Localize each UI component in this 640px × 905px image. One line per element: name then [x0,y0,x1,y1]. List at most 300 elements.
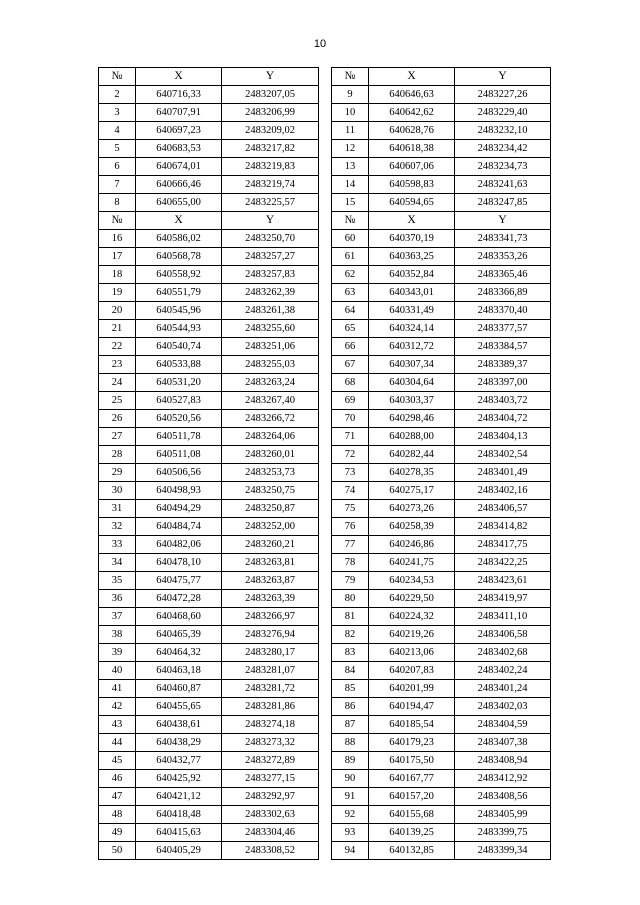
x-coordinate-cell: 640438,61 [136,716,222,734]
point-number-cell: 27 [99,428,136,446]
table-row [99,734,319,752]
point-number-cell: 4 [99,122,136,140]
point-number-cell: 89 [332,752,369,770]
table-row [99,230,319,248]
point-number-cell: 85 [332,680,369,698]
table-row [99,392,319,410]
y-coordinate-cell: 2483423,61 [455,572,551,590]
y-coordinate-cell: 2483263,81 [222,554,319,572]
x-coordinate-cell: 640551,79 [136,284,222,302]
table-row [332,158,551,176]
table-row [99,716,319,734]
x-coordinate-cell: 640683,53 [136,140,222,158]
x-coordinate-cell: 640618,38 [369,140,455,158]
y-coordinate-cell: 2483232,10 [455,122,551,140]
point-number-cell: 42 [99,698,136,716]
table-row [332,698,551,716]
point-number-cell: 9 [332,86,369,104]
y-coordinate-cell: 2483403,72 [455,392,551,410]
y-coordinate-cell: 2483404,13 [455,428,551,446]
x-coordinate-cell: 640607,06 [369,158,455,176]
table-row [332,536,551,554]
x-coordinate-cell: 640432,77 [136,752,222,770]
y-coordinate-cell: 2483353,26 [455,248,551,266]
x-coordinate-cell: 640194,47 [369,698,455,716]
column-header: Y [222,68,319,86]
x-coordinate-cell: 640288,00 [369,428,455,446]
point-number-cell: 77 [332,536,369,554]
point-number-cell: 50 [99,842,136,860]
y-coordinate-cell: 2483402,16 [455,482,551,500]
table-row [332,824,551,842]
y-coordinate-cell: 2483399,75 [455,824,551,842]
x-coordinate-cell: 640418,48 [136,806,222,824]
y-coordinate-cell: 2483247,85 [455,194,551,212]
table-row [99,86,319,104]
x-coordinate-cell: 640460,87 [136,680,222,698]
x-coordinate-cell: 640234,53 [369,572,455,590]
x-coordinate-cell: 640363,25 [369,248,455,266]
x-coordinate-cell: 640312,72 [369,338,455,356]
y-coordinate-cell: 2483407,38 [455,734,551,752]
y-coordinate-cell: 2483266,72 [222,410,319,428]
y-coordinate-cell: 2483281,07 [222,662,319,680]
x-coordinate-cell: 640666,46 [136,176,222,194]
x-coordinate-cell: 640324,14 [369,320,455,338]
point-number-cell: 45 [99,752,136,770]
table-row [332,356,551,374]
point-number-cell: 40 [99,662,136,680]
table-row [332,644,551,662]
point-number-cell: 41 [99,680,136,698]
table-row [332,446,551,464]
column-header: Y [455,68,551,86]
point-number-cell: 62 [332,266,369,284]
x-coordinate-cell: 640185,54 [369,716,455,734]
table-row [332,122,551,140]
y-coordinate-cell: 2483397,00 [455,374,551,392]
point-number-cell: 68 [332,374,369,392]
point-number-cell: 79 [332,572,369,590]
table-row [332,806,551,824]
x-coordinate-cell: 640498,93 [136,482,222,500]
x-coordinate-cell: 640674,01 [136,158,222,176]
x-coordinate-cell: 640201,99 [369,680,455,698]
table-row [99,644,319,662]
table-row [332,338,551,356]
point-number-cell: 71 [332,428,369,446]
x-coordinate-cell: 640273,26 [369,500,455,518]
point-number-cell: 93 [332,824,369,842]
y-coordinate-cell: 2483281,86 [222,698,319,716]
x-coordinate-cell: 640343,01 [369,284,455,302]
table-row [332,770,551,788]
y-coordinate-cell: 2483241,63 [455,176,551,194]
point-number-cell: 73 [332,464,369,482]
table-row [99,500,319,518]
point-number-cell: 72 [332,446,369,464]
table-row [99,428,319,446]
table-row [99,266,319,284]
column-header: № [332,212,369,230]
point-number-cell: 5 [99,140,136,158]
table-row [332,230,551,248]
table-row [99,680,319,698]
y-coordinate-cell: 2483384,57 [455,338,551,356]
x-coordinate-cell: 640167,77 [369,770,455,788]
point-number-cell: 30 [99,482,136,500]
point-number-cell: 49 [99,824,136,842]
y-coordinate-cell: 2483263,24 [222,374,319,392]
x-coordinate-cell: 640352,84 [369,266,455,284]
point-number-cell: 65 [332,320,369,338]
table-row [99,302,319,320]
y-coordinate-cell: 2483267,40 [222,392,319,410]
x-coordinate-cell: 640213,06 [369,644,455,662]
point-number-cell: 80 [332,590,369,608]
table-row [99,590,319,608]
point-number-cell: 26 [99,410,136,428]
column-header: X [369,212,455,230]
table-row [99,140,319,158]
table-row [99,788,319,806]
x-coordinate-cell: 640545,96 [136,302,222,320]
x-coordinate-cell: 640304,64 [369,374,455,392]
point-number-cell: 47 [99,788,136,806]
x-coordinate-cell: 640697,23 [136,122,222,140]
y-coordinate-cell: 2483389,37 [455,356,551,374]
table-row [99,482,319,500]
point-number-cell: 87 [332,716,369,734]
x-coordinate-cell: 640511,08 [136,446,222,464]
y-coordinate-cell: 2483274,18 [222,716,319,734]
table-row [99,410,319,428]
point-number-cell: 13 [332,158,369,176]
x-coordinate-cell: 640646,63 [369,86,455,104]
x-coordinate-cell: 640463,18 [136,662,222,680]
x-coordinate-cell: 640511,78 [136,428,222,446]
x-coordinate-cell: 640484,74 [136,518,222,536]
table-row [99,122,319,140]
y-coordinate-cell: 2483229,40 [455,104,551,122]
y-coordinate-cell: 2483263,87 [222,572,319,590]
x-coordinate-cell: 640421,12 [136,788,222,806]
y-coordinate-cell: 2483308,52 [222,842,319,860]
y-coordinate-cell: 2483366,89 [455,284,551,302]
point-number-cell: 88 [332,734,369,752]
table-row [99,806,319,824]
column-header: X [136,212,222,230]
column-header: X [136,68,222,86]
point-number-cell: 83 [332,644,369,662]
table-row [99,320,319,338]
point-number-cell: 20 [99,302,136,320]
point-number-cell: 25 [99,392,136,410]
x-coordinate-cell: 640298,46 [369,410,455,428]
point-number-cell: 23 [99,356,136,374]
x-coordinate-cell: 640455,65 [136,698,222,716]
table-row [99,536,319,554]
table-row [99,104,319,122]
x-coordinate-cell: 640655,00 [136,194,222,212]
table-row [99,374,319,392]
y-coordinate-cell: 2483377,57 [455,320,551,338]
point-number-cell: 75 [332,500,369,518]
point-number-cell: 28 [99,446,136,464]
table-row [332,680,551,698]
table-header-row [332,212,551,230]
y-coordinate-cell: 2483262,39 [222,284,319,302]
point-number-cell: 63 [332,284,369,302]
column-header: № [99,212,136,230]
y-coordinate-cell: 2483292,97 [222,788,319,806]
table-row [332,788,551,806]
point-number-cell: 31 [99,500,136,518]
y-coordinate-cell: 2483253,73 [222,464,319,482]
table-row [99,770,319,788]
y-coordinate-cell: 2483251,06 [222,338,319,356]
x-coordinate-cell: 640472,28 [136,590,222,608]
y-coordinate-cell: 2483234,73 [455,158,551,176]
point-number-cell: 11 [332,122,369,140]
point-number-cell: 46 [99,770,136,788]
point-number-cell: 8 [99,194,136,212]
y-coordinate-cell: 2483257,27 [222,248,319,266]
page-number: 10 [313,38,327,50]
point-number-cell: 44 [99,734,136,752]
y-coordinate-cell: 2483408,94 [455,752,551,770]
table-row [99,842,319,860]
point-number-cell: 94 [332,842,369,860]
table-row [99,158,319,176]
x-coordinate-cell: 640157,20 [369,788,455,806]
table-row [99,446,319,464]
point-number-cell: 67 [332,356,369,374]
table-row [332,320,551,338]
y-coordinate-cell: 2483404,59 [455,716,551,734]
y-coordinate-cell: 2483412,92 [455,770,551,788]
x-coordinate-cell: 640207,83 [369,662,455,680]
y-coordinate-cell: 2483419,97 [455,590,551,608]
x-coordinate-cell: 640405,29 [136,842,222,860]
x-coordinate-cell: 640132,85 [369,842,455,860]
x-coordinate-cell: 640642,62 [369,104,455,122]
point-number-cell: 2 [99,86,136,104]
table-row [332,374,551,392]
x-coordinate-cell: 640179,23 [369,734,455,752]
y-coordinate-cell: 2483402,68 [455,644,551,662]
y-coordinate-cell: 2483406,58 [455,626,551,644]
table-row [332,590,551,608]
point-number-cell: 33 [99,536,136,554]
table-row [332,302,551,320]
table-header-row [99,212,319,230]
y-coordinate-cell: 2483255,03 [222,356,319,374]
x-coordinate-cell: 640282,44 [369,446,455,464]
y-coordinate-cell: 2483402,24 [455,662,551,680]
x-coordinate-cell: 640425,92 [136,770,222,788]
table-row [332,428,551,446]
x-coordinate-cell: 640464,32 [136,644,222,662]
y-coordinate-cell: 2483408,56 [455,788,551,806]
point-number-cell: 91 [332,788,369,806]
point-number-cell: 78 [332,554,369,572]
table-row [332,842,551,860]
x-coordinate-cell: 640224,32 [369,608,455,626]
table-row [99,608,319,626]
table-row [332,572,551,590]
x-coordinate-cell: 640540,74 [136,338,222,356]
x-coordinate-cell: 640628,76 [369,122,455,140]
x-coordinate-cell: 640303,37 [369,392,455,410]
table-row [332,464,551,482]
x-coordinate-cell: 640468,60 [136,608,222,626]
y-coordinate-cell: 2483263,39 [222,590,319,608]
point-number-cell: 16 [99,230,136,248]
x-coordinate-cell: 640482,06 [136,536,222,554]
y-coordinate-cell: 2483272,89 [222,752,319,770]
y-coordinate-cell: 2483406,57 [455,500,551,518]
table-row [332,140,551,158]
table-row [99,356,319,374]
x-coordinate-cell: 640544,93 [136,320,222,338]
x-coordinate-cell: 640370,19 [369,230,455,248]
x-coordinate-cell: 640229,50 [369,590,455,608]
table-row [332,266,551,284]
point-number-cell: 34 [99,554,136,572]
y-coordinate-cell: 2483402,54 [455,446,551,464]
y-coordinate-cell: 2483273,32 [222,734,319,752]
point-number-cell: 92 [332,806,369,824]
point-number-cell: 32 [99,518,136,536]
table-row [332,86,551,104]
y-coordinate-cell: 2483276,94 [222,626,319,644]
point-number-cell: 74 [332,482,369,500]
y-coordinate-cell: 2483264,06 [222,428,319,446]
point-number-cell: 43 [99,716,136,734]
x-coordinate-cell: 640475,77 [136,572,222,590]
point-number-cell: 10 [332,104,369,122]
table-row [332,518,551,536]
x-coordinate-cell: 640465,39 [136,626,222,644]
y-coordinate-cell: 2483255,60 [222,320,319,338]
x-coordinate-cell: 640533,88 [136,356,222,374]
point-number-cell: 18 [99,266,136,284]
x-coordinate-cell: 640278,35 [369,464,455,482]
x-coordinate-cell: 640598,83 [369,176,455,194]
x-coordinate-cell: 640520,56 [136,410,222,428]
table-row [332,392,551,410]
point-number-cell: 39 [99,644,136,662]
x-coordinate-cell: 640246,86 [369,536,455,554]
y-coordinate-cell: 2483227,26 [455,86,551,104]
x-coordinate-cell: 640494,29 [136,500,222,518]
table-row [332,482,551,500]
y-coordinate-cell: 2483304,46 [222,824,319,842]
point-number-cell: 19 [99,284,136,302]
x-coordinate-cell: 640716,33 [136,86,222,104]
table-row [99,554,319,572]
table-row [99,464,319,482]
table-row [99,662,319,680]
x-coordinate-cell: 640331,49 [369,302,455,320]
table-row [332,410,551,428]
y-coordinate-cell: 2483405,99 [455,806,551,824]
point-number-cell: 35 [99,572,136,590]
table-row [332,734,551,752]
table-row [332,716,551,734]
point-number-cell: 61 [332,248,369,266]
y-coordinate-cell: 2483225,57 [222,194,319,212]
y-coordinate-cell: 2483219,74 [222,176,319,194]
x-coordinate-cell: 640155,68 [369,806,455,824]
x-coordinate-cell: 640531,20 [136,374,222,392]
point-number-cell: 82 [332,626,369,644]
table-row [332,248,551,266]
point-number-cell: 66 [332,338,369,356]
x-coordinate-cell: 640241,75 [369,554,455,572]
x-coordinate-cell: 640506,56 [136,464,222,482]
x-coordinate-cell: 640258,39 [369,518,455,536]
table-row [99,194,319,212]
y-coordinate-cell: 2483257,83 [222,266,319,284]
x-coordinate-cell: 640478,10 [136,554,222,572]
x-coordinate-cell: 640275,17 [369,482,455,500]
table-row [99,284,319,302]
x-coordinate-cell: 640307,34 [369,356,455,374]
table-row [99,698,319,716]
point-number-cell: 37 [99,608,136,626]
y-coordinate-cell: 2483341,73 [455,230,551,248]
x-coordinate-cell: 640438,29 [136,734,222,752]
table-row [99,248,319,266]
x-coordinate-cell: 640139,25 [369,824,455,842]
point-number-cell: 81 [332,608,369,626]
point-number-cell: 36 [99,590,136,608]
table-row [332,752,551,770]
y-coordinate-cell: 2483207,05 [222,86,319,104]
y-coordinate-cell: 2483217,82 [222,140,319,158]
table-row [332,500,551,518]
x-coordinate-cell: 640415,63 [136,824,222,842]
y-coordinate-cell: 2483401,49 [455,464,551,482]
y-coordinate-cell: 2483234,42 [455,140,551,158]
column-header: X [369,68,455,86]
point-number-cell: 29 [99,464,136,482]
point-number-cell: 6 [99,158,136,176]
x-coordinate-cell: 640586,02 [136,230,222,248]
point-number-cell: 24 [99,374,136,392]
y-coordinate-cell: 2483261,38 [222,302,319,320]
y-coordinate-cell: 2483401,24 [455,680,551,698]
y-coordinate-cell: 2483422,25 [455,554,551,572]
column-header: № [332,68,369,86]
table-row [332,554,551,572]
y-coordinate-cell: 2483250,87 [222,500,319,518]
y-coordinate-cell: 2483250,70 [222,230,319,248]
point-number-cell: 17 [99,248,136,266]
coordinates-table-right [331,67,551,860]
column-header: Y [222,212,319,230]
point-number-cell: 21 [99,320,136,338]
x-coordinate-cell: 640175,50 [369,752,455,770]
point-number-cell: 38 [99,626,136,644]
column-header: Y [455,212,551,230]
point-number-cell: 48 [99,806,136,824]
point-number-cell: 60 [332,230,369,248]
coordinates-table-left [98,67,319,860]
point-number-cell: 70 [332,410,369,428]
